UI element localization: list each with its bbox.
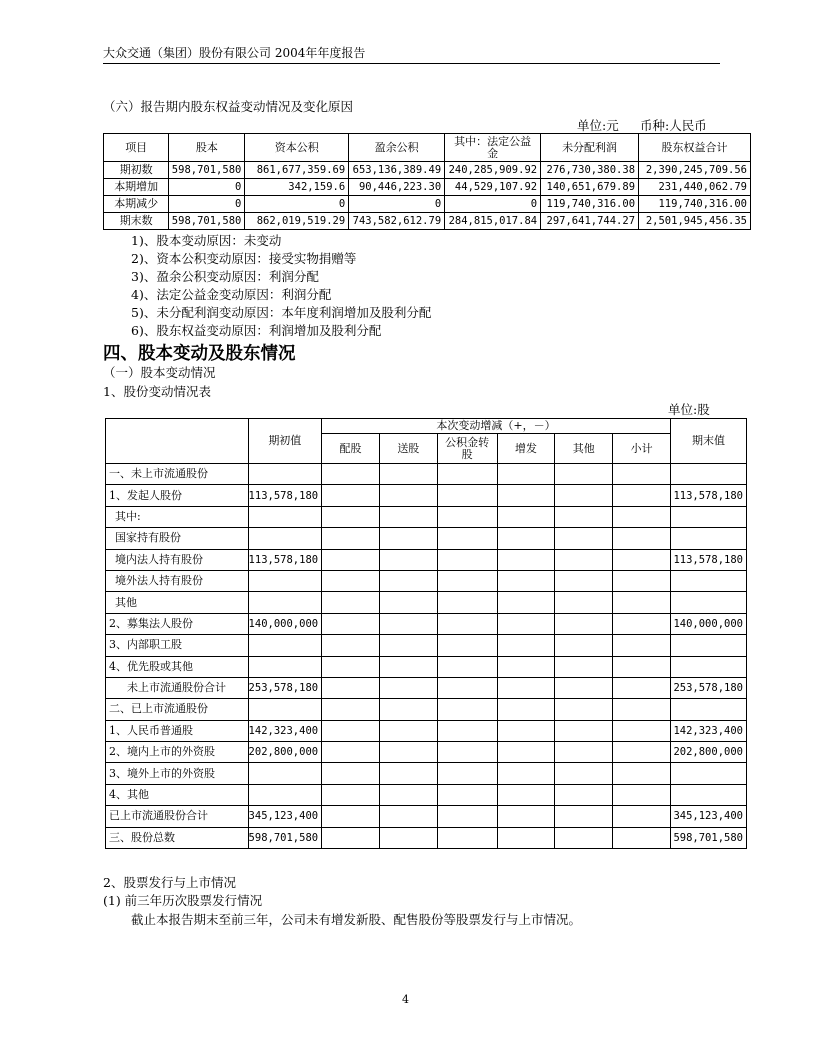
cell: 743,582,612.79 bbox=[349, 213, 445, 230]
change-cell bbox=[322, 635, 380, 656]
row-label: 国家持有股份 bbox=[106, 528, 249, 549]
share-change-table bbox=[105, 418, 747, 849]
equity-unit: 单位:元 bbox=[577, 118, 619, 133]
cell: 598,701,580 bbox=[169, 213, 245, 230]
change-cell bbox=[497, 699, 555, 720]
change-cell bbox=[322, 827, 380, 848]
cell: 0 bbox=[349, 196, 445, 213]
change-cell bbox=[613, 485, 671, 506]
table-row bbox=[106, 528, 747, 549]
initial-value: 345,123,400 bbox=[248, 806, 322, 827]
change-cell bbox=[437, 677, 497, 698]
row-label: 二、已上市流通股份 bbox=[106, 699, 249, 720]
change-cell bbox=[437, 592, 497, 613]
change-cell bbox=[497, 485, 555, 506]
change-cell bbox=[555, 635, 613, 656]
change-cell bbox=[613, 570, 671, 591]
page-number: 4 bbox=[402, 993, 409, 1006]
final-value bbox=[670, 528, 746, 549]
change-cell bbox=[437, 806, 497, 827]
table-row bbox=[106, 806, 747, 827]
change-col-header: 配股 bbox=[322, 434, 380, 464]
change-cell bbox=[437, 699, 497, 720]
initial-value bbox=[248, 506, 322, 527]
equity-section-title: （六）报告期内股东权益变动情况及变化原因 bbox=[103, 99, 354, 114]
change-cell bbox=[437, 763, 497, 784]
change-cell bbox=[613, 742, 671, 763]
change-cell bbox=[555, 784, 613, 805]
table-row bbox=[106, 784, 747, 805]
cell: 44,529,107.92 bbox=[445, 179, 541, 196]
reason-item: 5)、未分配利润变动原因：本年度利润增加及股利分配 bbox=[131, 305, 432, 320]
change-cell bbox=[497, 549, 555, 570]
cell: 240,285,909.92 bbox=[445, 162, 541, 179]
change-cell bbox=[379, 464, 437, 485]
change-col-header: 小计 bbox=[613, 434, 671, 464]
change-cell bbox=[379, 827, 437, 848]
table-row bbox=[106, 763, 747, 784]
final-value bbox=[670, 506, 746, 527]
change-cell bbox=[379, 677, 437, 698]
change-cell bbox=[437, 464, 497, 485]
change-cell bbox=[613, 827, 671, 848]
change-cell bbox=[437, 549, 497, 570]
header-row bbox=[106, 419, 747, 434]
cell: 297,641,744.27 bbox=[541, 213, 639, 230]
change-cell bbox=[379, 784, 437, 805]
final-value bbox=[670, 656, 746, 677]
row-label: 境内法人持有股份 bbox=[106, 549, 249, 570]
change-cell bbox=[322, 549, 380, 570]
cell: 862,019,519.29 bbox=[245, 213, 349, 230]
final-value: 113,578,180 bbox=[670, 549, 746, 570]
change-cell bbox=[437, 827, 497, 848]
equity-currency: 币种:人民币 bbox=[640, 118, 707, 133]
final-value: 202,800,000 bbox=[670, 742, 746, 763]
table-row bbox=[104, 162, 751, 179]
change-cell bbox=[322, 656, 380, 677]
change-cell bbox=[555, 549, 613, 570]
initial-value bbox=[248, 699, 322, 720]
reason-item: 2)、资本公积变动原因：接受实物捐赠等 bbox=[131, 251, 357, 266]
table-row bbox=[106, 613, 747, 634]
cell: 0 bbox=[169, 179, 245, 196]
final-value: 140,000,000 bbox=[670, 613, 746, 634]
change-cell bbox=[497, 592, 555, 613]
change-cell bbox=[322, 570, 380, 591]
table-row bbox=[106, 506, 747, 527]
final-value bbox=[670, 635, 746, 656]
change-cell bbox=[379, 699, 437, 720]
final-value: 253,578,180 bbox=[670, 677, 746, 698]
row-label: 3、境外上市的外资股 bbox=[106, 763, 249, 784]
section4-sub2: 2、股票发行与上市情况 bbox=[103, 875, 236, 890]
change-cell bbox=[497, 570, 555, 591]
change-cell bbox=[379, 656, 437, 677]
final-header: 期末值 bbox=[670, 419, 746, 464]
change-cell bbox=[437, 506, 497, 527]
reason-item: 4)、法定公益金变动原因：利润分配 bbox=[131, 287, 332, 302]
cell: 653,136,389.49 bbox=[349, 162, 445, 179]
row-label: 2、募集法人股份 bbox=[106, 613, 249, 634]
section4-sub2-1: (1) 前三年历次股票发行情况 bbox=[103, 893, 263, 908]
change-cell bbox=[497, 742, 555, 763]
cell: 0 bbox=[169, 196, 245, 213]
change-col-header: 送股 bbox=[379, 434, 437, 464]
change-cell bbox=[322, 528, 380, 549]
change-cell bbox=[322, 763, 380, 784]
initial-value bbox=[248, 528, 322, 549]
change-cell bbox=[379, 592, 437, 613]
change-cell bbox=[613, 720, 671, 741]
change-cell bbox=[555, 570, 613, 591]
initial-value bbox=[248, 656, 322, 677]
row-label: 境外法人持有股份 bbox=[106, 570, 249, 591]
report-header: 大众交通（集团）股份有限公司 2004年年度报告 bbox=[103, 46, 366, 60]
change-cell bbox=[613, 506, 671, 527]
table-row bbox=[104, 179, 751, 196]
change-cell bbox=[613, 592, 671, 613]
change-cell bbox=[555, 528, 613, 549]
shares-unit: 单位:股 bbox=[668, 402, 710, 417]
initial-value: 598,701,580 bbox=[248, 827, 322, 848]
col-header: 未分配利润 bbox=[541, 134, 639, 162]
section4-sub1: （一）股本变动情况 bbox=[103, 365, 216, 380]
change-cell bbox=[322, 742, 380, 763]
change-cell bbox=[379, 570, 437, 591]
cell: 284,815,017.84 bbox=[445, 213, 541, 230]
final-value: 598,701,580 bbox=[670, 827, 746, 848]
change-cell bbox=[437, 784, 497, 805]
row-label: 其中: bbox=[106, 506, 249, 527]
change-cell bbox=[437, 485, 497, 506]
change-cell bbox=[613, 763, 671, 784]
col-header: 股本 bbox=[169, 134, 245, 162]
row-label: 未上市流通股份合计 bbox=[106, 677, 249, 698]
change-cell bbox=[555, 613, 613, 634]
change-cell bbox=[555, 806, 613, 827]
change-cell bbox=[555, 720, 613, 741]
change-cell bbox=[497, 827, 555, 848]
initial-value bbox=[248, 464, 322, 485]
table-row bbox=[106, 677, 747, 698]
change-cell bbox=[379, 806, 437, 827]
change-cell bbox=[555, 677, 613, 698]
section4-title: 四、股本变动及股东情况 bbox=[103, 344, 296, 364]
table-row bbox=[106, 827, 747, 848]
initial-value: 140,000,000 bbox=[248, 613, 322, 634]
cell: 231,440,062.79 bbox=[639, 179, 751, 196]
change-cell bbox=[497, 763, 555, 784]
change-cell bbox=[613, 613, 671, 634]
change-cell bbox=[497, 464, 555, 485]
change-cell bbox=[322, 699, 380, 720]
cell: 0 bbox=[245, 196, 349, 213]
change-col-header: 其他 bbox=[555, 434, 613, 464]
final-value bbox=[670, 699, 746, 720]
change-cell bbox=[437, 613, 497, 634]
change-cell bbox=[613, 677, 671, 698]
change-cell bbox=[437, 720, 497, 741]
change-cell bbox=[555, 699, 613, 720]
table-row bbox=[106, 656, 747, 677]
final-value bbox=[670, 592, 746, 613]
change-cell bbox=[322, 806, 380, 827]
issuance-text: 截止本报告期末至前三年，公司未有增发新股、配售股份等股票发行与上市情况。 bbox=[131, 912, 582, 927]
change-cell bbox=[379, 635, 437, 656]
change-cell bbox=[555, 464, 613, 485]
table-row bbox=[106, 485, 747, 506]
change-cell bbox=[379, 742, 437, 763]
cell: 2,501,945,456.35 bbox=[639, 213, 751, 230]
change-cell bbox=[613, 656, 671, 677]
change-cell bbox=[555, 742, 613, 763]
change-cell bbox=[497, 806, 555, 827]
change-cell bbox=[322, 677, 380, 698]
blank-header bbox=[106, 419, 249, 464]
col-header: 资本公积 bbox=[245, 134, 349, 162]
final-value bbox=[670, 570, 746, 591]
change-cell bbox=[555, 763, 613, 784]
change-cell bbox=[437, 742, 497, 763]
change-cell bbox=[497, 784, 555, 805]
row-label: 4、其他 bbox=[106, 784, 249, 805]
row-label: 1、发起人股份 bbox=[106, 485, 249, 506]
change-group-header: 本次变动增减（+，－） bbox=[322, 419, 671, 434]
row-label: 本期减少 bbox=[104, 196, 169, 213]
final-value: 142,323,400 bbox=[670, 720, 746, 741]
reason-item: 3)、盈余公积变动原因：利润分配 bbox=[131, 269, 319, 284]
cell: 2,390,245,709.56 bbox=[639, 162, 751, 179]
row-label: 三、股份总数 bbox=[106, 827, 249, 848]
change-cell bbox=[379, 528, 437, 549]
row-label: 1、人民币普通股 bbox=[106, 720, 249, 741]
change-cell bbox=[379, 506, 437, 527]
change-cell bbox=[555, 506, 613, 527]
change-cell bbox=[613, 528, 671, 549]
final-value: 113,578,180 bbox=[670, 485, 746, 506]
table-row bbox=[106, 635, 747, 656]
change-cell bbox=[437, 635, 497, 656]
change-cell bbox=[322, 613, 380, 634]
cell: 598,701,580 bbox=[169, 162, 245, 179]
table-row bbox=[106, 742, 747, 763]
col-header: 其中：法定公益金 bbox=[445, 134, 541, 162]
change-cell bbox=[379, 485, 437, 506]
change-cell bbox=[379, 763, 437, 784]
change-cell bbox=[437, 656, 497, 677]
final-value bbox=[670, 464, 746, 485]
change-cell bbox=[613, 806, 671, 827]
change-cell bbox=[555, 827, 613, 848]
change-cell bbox=[379, 720, 437, 741]
col-header: 盈余公积 bbox=[349, 134, 445, 162]
change-cell bbox=[322, 506, 380, 527]
cell: 119,740,316.00 bbox=[639, 196, 751, 213]
equity-header-row bbox=[104, 134, 751, 162]
change-cell bbox=[555, 592, 613, 613]
share-rows bbox=[106, 464, 747, 849]
cell: 119,740,316.00 bbox=[541, 196, 639, 213]
initial-value bbox=[248, 635, 322, 656]
initial-value: 253,578,180 bbox=[248, 677, 322, 698]
change-cell bbox=[437, 570, 497, 591]
change-cell bbox=[497, 656, 555, 677]
row-label: 本期增加 bbox=[104, 179, 169, 196]
change-cell bbox=[555, 485, 613, 506]
initial-value: 142,323,400 bbox=[248, 720, 322, 741]
change-cell bbox=[322, 720, 380, 741]
change-cell bbox=[379, 613, 437, 634]
table-row bbox=[104, 196, 751, 213]
row-label: 期末数 bbox=[104, 213, 169, 230]
cell: 861,677,359.69 bbox=[245, 162, 349, 179]
change-cell bbox=[322, 485, 380, 506]
change-col-header: 增发 bbox=[497, 434, 555, 464]
cell: 342,159.6 bbox=[245, 179, 349, 196]
row-label: 期初数 bbox=[104, 162, 169, 179]
change-cell bbox=[613, 464, 671, 485]
change-cell bbox=[437, 528, 497, 549]
table-row bbox=[106, 549, 747, 570]
col-header: 股东权益合计 bbox=[639, 134, 751, 162]
initial-value bbox=[248, 570, 322, 591]
reason-item: 1)、股本变动原因：未变动 bbox=[131, 233, 282, 248]
row-label: 其他 bbox=[106, 592, 249, 613]
final-value: 345,123,400 bbox=[670, 806, 746, 827]
initial-value: 113,578,180 bbox=[248, 485, 322, 506]
initial-value: 202,800,000 bbox=[248, 742, 322, 763]
reason-item: 6)、股东权益变动原因：利润增加及股利分配 bbox=[131, 323, 382, 338]
initial-value bbox=[248, 763, 322, 784]
cell: 276,730,380.38 bbox=[541, 162, 639, 179]
initial-value bbox=[248, 784, 322, 805]
equity-change-table bbox=[103, 133, 751, 230]
change-cell bbox=[613, 784, 671, 805]
row-label: 4、优先股或其他 bbox=[106, 656, 249, 677]
change-cell bbox=[497, 635, 555, 656]
final-value bbox=[670, 763, 746, 784]
change-cell bbox=[613, 699, 671, 720]
change-cell bbox=[497, 528, 555, 549]
change-cell bbox=[613, 635, 671, 656]
row-label: 2、境内上市的外资股 bbox=[106, 742, 249, 763]
row-label: 一、未上市流通股份 bbox=[106, 464, 249, 485]
initial-header: 期初值 bbox=[248, 419, 322, 464]
final-value bbox=[670, 784, 746, 805]
initial-value: 113,578,180 bbox=[248, 549, 322, 570]
table-row bbox=[106, 464, 747, 485]
row-label: 3、内部职工股 bbox=[106, 635, 249, 656]
row-label: 已上市流通股份合计 bbox=[106, 806, 249, 827]
table-row bbox=[106, 570, 747, 591]
initial-value bbox=[248, 592, 322, 613]
change-cell bbox=[497, 677, 555, 698]
change-cell bbox=[379, 549, 437, 570]
change-col-header: 公积金转股 bbox=[437, 434, 497, 464]
cell: 0 bbox=[445, 196, 541, 213]
table-row bbox=[104, 213, 751, 230]
cell: 90,446,223.30 bbox=[349, 179, 445, 196]
change-cell bbox=[322, 464, 380, 485]
col-header: 项目 bbox=[104, 134, 169, 162]
change-cell bbox=[497, 613, 555, 634]
table-row bbox=[106, 720, 747, 741]
header-divider bbox=[103, 63, 720, 64]
cell: 140,651,679.89 bbox=[541, 179, 639, 196]
section4-sub1-1: 1、股份变动情况表 bbox=[103, 384, 211, 399]
table-row bbox=[106, 592, 747, 613]
change-cell bbox=[322, 592, 380, 613]
change-cell bbox=[497, 720, 555, 741]
change-cell bbox=[497, 506, 555, 527]
change-cell bbox=[613, 549, 671, 570]
change-cell bbox=[555, 656, 613, 677]
change-cell bbox=[322, 784, 380, 805]
table-row bbox=[106, 699, 747, 720]
